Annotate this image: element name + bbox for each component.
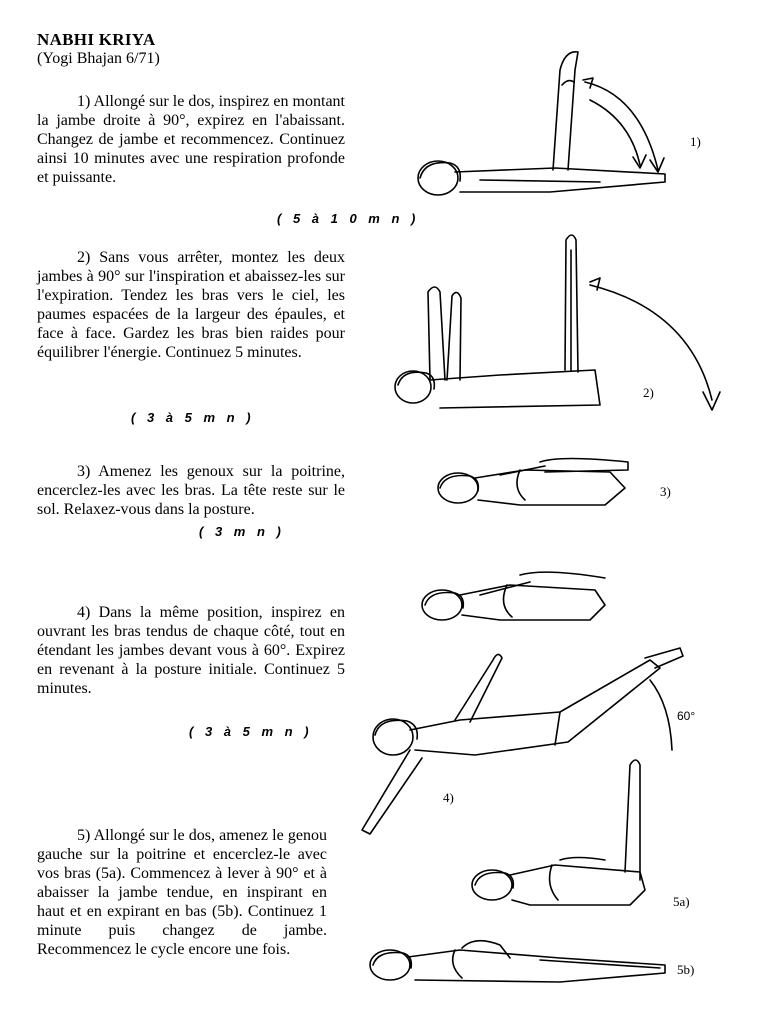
figure-2-illustration [395,235,720,410]
figure-5b-label: 5b) [677,962,695,977]
step-2-duration: ( 3 à 5 m n ) [131,410,255,425]
step-4-text: 4) Dans la même position, inspirez en ouvrant les bras tendus de chaque côté, tout en étendant les jambes devant vous à 60°. Expirez en revenant à la posture initiale. Continuez 5 minutes. [37,604,345,697]
figure-4-extended-illustration [362,648,683,834]
figure-3-label: 3) [660,484,671,499]
step-4-duration: ( 3 à 5 m n ) [189,724,313,739]
step-1-text: 1) Allongé sur le dos, inspirez en montant la jambe droite à 90°, expirez en l'abaissant. Changez de jambe et recommencez. Continuez ainsi 10 minutes avec une respiration profonde et puissante. [37,93,345,186]
figure-5b-illustration [370,941,665,982]
page-title: NABHI KRIYA [37,30,156,49]
step-3-duration: ( 3 m n ) [199,524,285,539]
figure-2-label: 2) [643,385,654,400]
page-subtitle: (Yogi Bhajan 6/71) [37,50,160,67]
step-2-text: 2) Sans vous arrêter, montez les deux jambes à 90° sur l'inspiration et abaissez-les sur l'expiration. Tendez les bras vers le ciel, les paumes espacées de la largeur des épaules, et face à face. Gardez les bras bien raides pour équilibrer l'énergie. Continuez 5 minutes. [37,249,345,361]
figure-1-label: 1) [690,134,701,149]
figure-5a-label: 5a) [673,894,690,909]
step-1-duration: ( 5 à 1 0 m n ) [277,211,420,226]
figure-4-start-illustration [422,572,605,620]
step-3-text: 3) Amenez les genoux sur la poitrine, encerclez-les avec les bras. La tête reste sur le sol. Relaxez-vous dans la posture. [37,463,345,518]
figure-4-angle: 60° [677,709,696,723]
figure-5a-illustration [472,760,645,905]
figure-1-illustration [418,52,665,195]
figure-3-illustration [438,459,628,506]
figure-4-label: 4) [443,790,454,805]
step-5-text: 5) Allongé sur le dos, amenez le genou gauche sur la poitrine et encerclez-le avec vos bras (5a). Commencez à lever à 90° et à abaisser la jambe tendue, en inspirant en haut et en expirant en bas (5b). Continuez 1 minute puis changez de jambe. Recommencez le cycle encore une fois. [37,827,327,958]
